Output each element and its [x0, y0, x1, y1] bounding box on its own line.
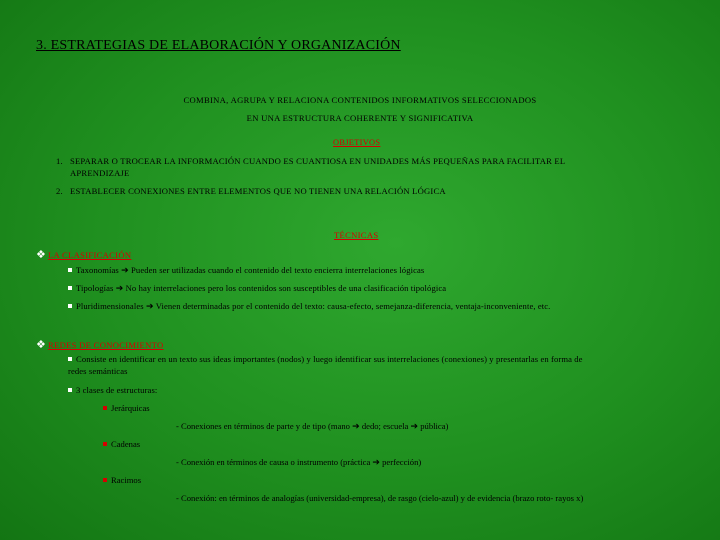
arrow-right-icon: ➔: [372, 458, 380, 468]
desc-text: perfección): [382, 457, 422, 467]
item-text: Consiste en identificar en un texto sus ideas importantes (nodos) y luego identificar sus interrelaciones (conexiones) y presentarlas en forma de: [76, 354, 583, 364]
estructura-name: Racimos: [111, 475, 142, 485]
square-bullet-icon: [68, 357, 72, 361]
intro-line-1: COMBINA, AGRUPA Y RELACIONA CONTENIDOS INFORMATIVOS SELECCIONADOS: [183, 95, 537, 105]
estructura-desc: [176, 421, 448, 432]
redes-item-2: [68, 385, 157, 395]
clasificacion-section: [36, 245, 131, 263]
redes-heading: REDES DE CONOCIMIENTO: [48, 340, 164, 350]
objetivo-1-cont: APRENDIZAJE: [70, 168, 130, 178]
square-bullet-icon: [68, 286, 72, 290]
redes-item-1: [68, 354, 583, 364]
desc-text: dedo; escuela: [361, 421, 409, 431]
diamond-bullet-icon: ❖: [36, 248, 46, 261]
objetivo-text: SEPARAR O TROCEAR LA INFORMACIÓN CUANDO ES CUANTIOSA EN UNIDADES MÁS PEQUEÑAS PARA FACILITAR EL: [70, 156, 566, 166]
page-title: 3. ESTRATEGIAS DE ELABORACIÓN Y ORGANIZACIÓN: [36, 38, 401, 53]
arrow-right-icon: ➔: [352, 422, 360, 432]
item-term: Tipologías: [76, 283, 114, 293]
objetivo-2: [56, 186, 446, 196]
objetivo-number: 2.: [56, 186, 63, 196]
item-text: No hay interrelaciones pero los contenidos son susceptibles de una clasificación tipológica: [125, 283, 447, 293]
tecnicas-heading: TÉCNICAS: [334, 230, 379, 240]
estructura-desc: [176, 457, 421, 468]
square-bullet-icon: [103, 406, 107, 410]
redes-section: [36, 335, 163, 353]
square-bullet-icon: [68, 268, 72, 272]
clasificacion-item: [68, 265, 424, 276]
objetivos-heading: OBJETIVOS: [333, 138, 381, 147]
item-text: 3 clases de estructuras:: [76, 385, 158, 395]
estructura-name: Cadenas: [111, 439, 141, 449]
intro-line-2: EN UNA ESTRUCTURA COHERENTE Y SIGNIFICATIVA: [246, 113, 474, 123]
estructura-cadenas: [103, 439, 140, 449]
arrow-right-icon: ➔: [115, 284, 124, 294]
item-term: Taxonomías: [76, 265, 119, 275]
objetivo-text: ESTABLECER CONEXIONES ENTRE ELEMENTOS QUE NO TIENEN UNA RELACIÓN LÓGICA: [70, 186, 446, 196]
estructura-name: Jerárquicas: [111, 403, 150, 413]
item-text: Vienen determinadas por el contenido del texto: causa-efecto, semejanza-diferencia, ventaja-inconveniente, etc.: [155, 301, 551, 311]
arrow-right-icon: ➔: [410, 422, 419, 432]
clasificacion-heading: LA CLASIFICACIÓN: [48, 250, 132, 260]
arrow-right-icon: ➔: [145, 302, 154, 312]
desc-text: - Conexión en términos de causa o instrumento (práctica: [176, 457, 371, 467]
square-bullet-icon: [103, 478, 107, 482]
estructura-racimos: [103, 475, 141, 485]
objetivo-1: [56, 156, 565, 166]
estructura-jerarquicas: [103, 403, 150, 413]
arrow-right-icon: ➔: [121, 266, 129, 276]
clasificacion-item: [68, 301, 550, 312]
desc-text: pública): [420, 421, 449, 431]
item-text: Pueden ser utilizadas cuando el contenido del texto encierra interrelaciones lógicas: [131, 265, 425, 275]
square-bullet-icon: [68, 304, 72, 308]
desc-text: - Conexiones en términos de parte y de tipo (mano: [176, 421, 350, 431]
estructura-desc: - Conexión: en términos de analogías (universidad-empresa), de rasgo (cielo-azul) y de evidencia (brazo roto- rayos x): [176, 493, 584, 503]
square-bullet-icon: [103, 442, 107, 446]
item-term: Pluridimensionales: [76, 301, 144, 311]
objetivo-number: 1.: [56, 156, 63, 166]
diamond-bullet-icon: ❖: [36, 338, 46, 351]
clasificacion-item: [68, 283, 446, 294]
square-bullet-icon: [68, 388, 72, 392]
redes-item-1-cont: redes semánticas: [68, 366, 128, 376]
